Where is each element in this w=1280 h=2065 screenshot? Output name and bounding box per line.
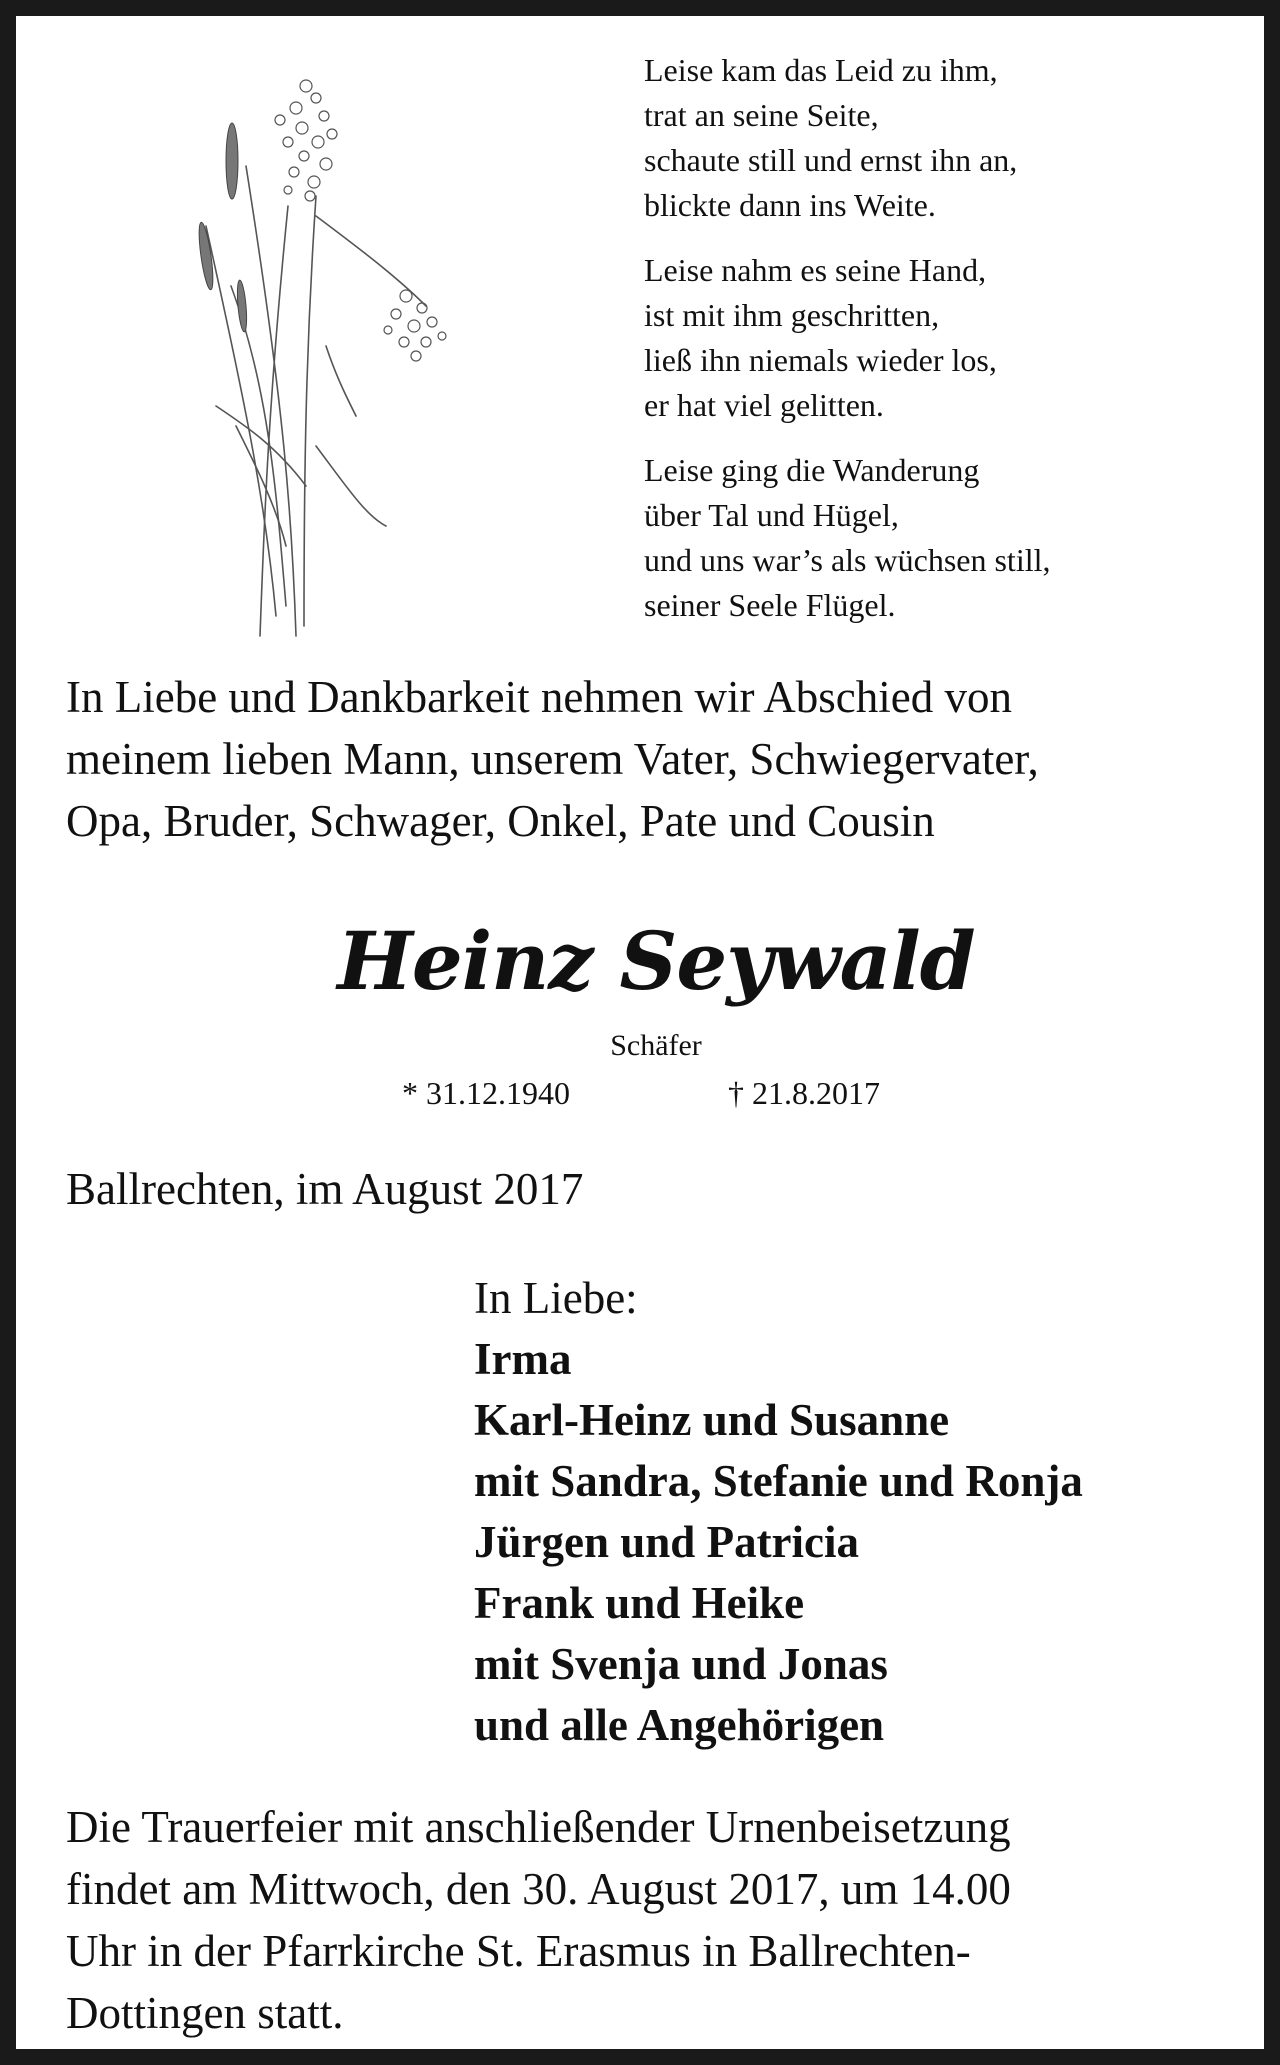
poem-stanza-3 — [644, 448, 1244, 628]
intro-line: Opa, Bruder, Schwager, Onkel, Pate und Cousin — [66, 796, 935, 846]
deceased-name: Heinz Seywald — [337, 914, 975, 1008]
poem-line: Leise kam das Leid zu ihm, — [644, 52, 998, 88]
poem-line: ließ ihn niemals wieder los, — [644, 342, 997, 378]
poem-line: Leise ging die Wanderung — [644, 452, 980, 488]
poem — [644, 48, 1244, 648]
mourner-line: mit Svenja und Jonas — [474, 1639, 888, 1689]
mourner-line: Jürgen und Patricia — [474, 1517, 860, 1567]
ceremony-line: Dottingen statt. — [66, 1988, 344, 2038]
ceremony-line: findet am Mittwoch, den 30. August 2017, um 14.00 — [66, 1864, 1011, 1914]
mourner-line: mit Sandra, Stefanie und Ronja — [474, 1456, 1083, 1506]
farewell-intro — [66, 666, 1256, 852]
deceased-occupation: Schäfer — [610, 1029, 702, 1062]
place-and-date: Ballrechten, im August 2017 — [66, 1164, 584, 1214]
mourner-line: Irma — [474, 1334, 572, 1384]
poem-line: trat an seine Seite, — [644, 97, 879, 133]
intro-line: meinem lieben Mann, unserem Vater, Schwiegervater, — [66, 734, 1039, 784]
ceremony-line: Die Trauerfeier mit anschließender Urnenbeisetzung — [66, 1802, 1011, 1852]
mourners-list — [474, 1268, 1083, 1756]
mourner-line: Frank und Heike — [474, 1578, 805, 1628]
poem-line: und uns war’s als wüchsen still, — [644, 542, 1051, 578]
poem-stanza-2 — [644, 248, 1244, 428]
ceremony-line: Uhr in der Pfarrkirche St. Erasmus in Ballrechten- — [66, 1926, 971, 1976]
birth-date: * 31.12.1940 — [402, 1075, 570, 1111]
ceremony-notice — [66, 1796, 1256, 2044]
grass-illustration-icon — [176, 46, 476, 646]
mourner-line: Karl-Heinz und Susanne — [474, 1395, 950, 1445]
poem-line: über Tal und Hügel, — [644, 497, 899, 533]
mourner-line: und alle Angehörigen — [474, 1700, 885, 1750]
poem-stanza-1 — [644, 48, 1244, 228]
poem-line: schaute still und ernst ihn an, — [644, 142, 1018, 178]
mourners-heading: In Liebe: — [474, 1273, 638, 1323]
poem-line: ist mit ihm geschritten, — [644, 297, 940, 333]
poem-line: Leise nahm es seine Hand, — [644, 252, 987, 288]
poem-line: blickte dann ins Weite. — [644, 187, 936, 223]
intro-line: In Liebe und Dankbarkeit nehmen wir Abschied von — [66, 672, 1012, 722]
death-date: † 21.8.2017 — [728, 1075, 880, 1111]
poem-line: seiner Seele Flügel. — [644, 587, 896, 623]
poem-line: er hat viel gelitten. — [644, 387, 884, 423]
